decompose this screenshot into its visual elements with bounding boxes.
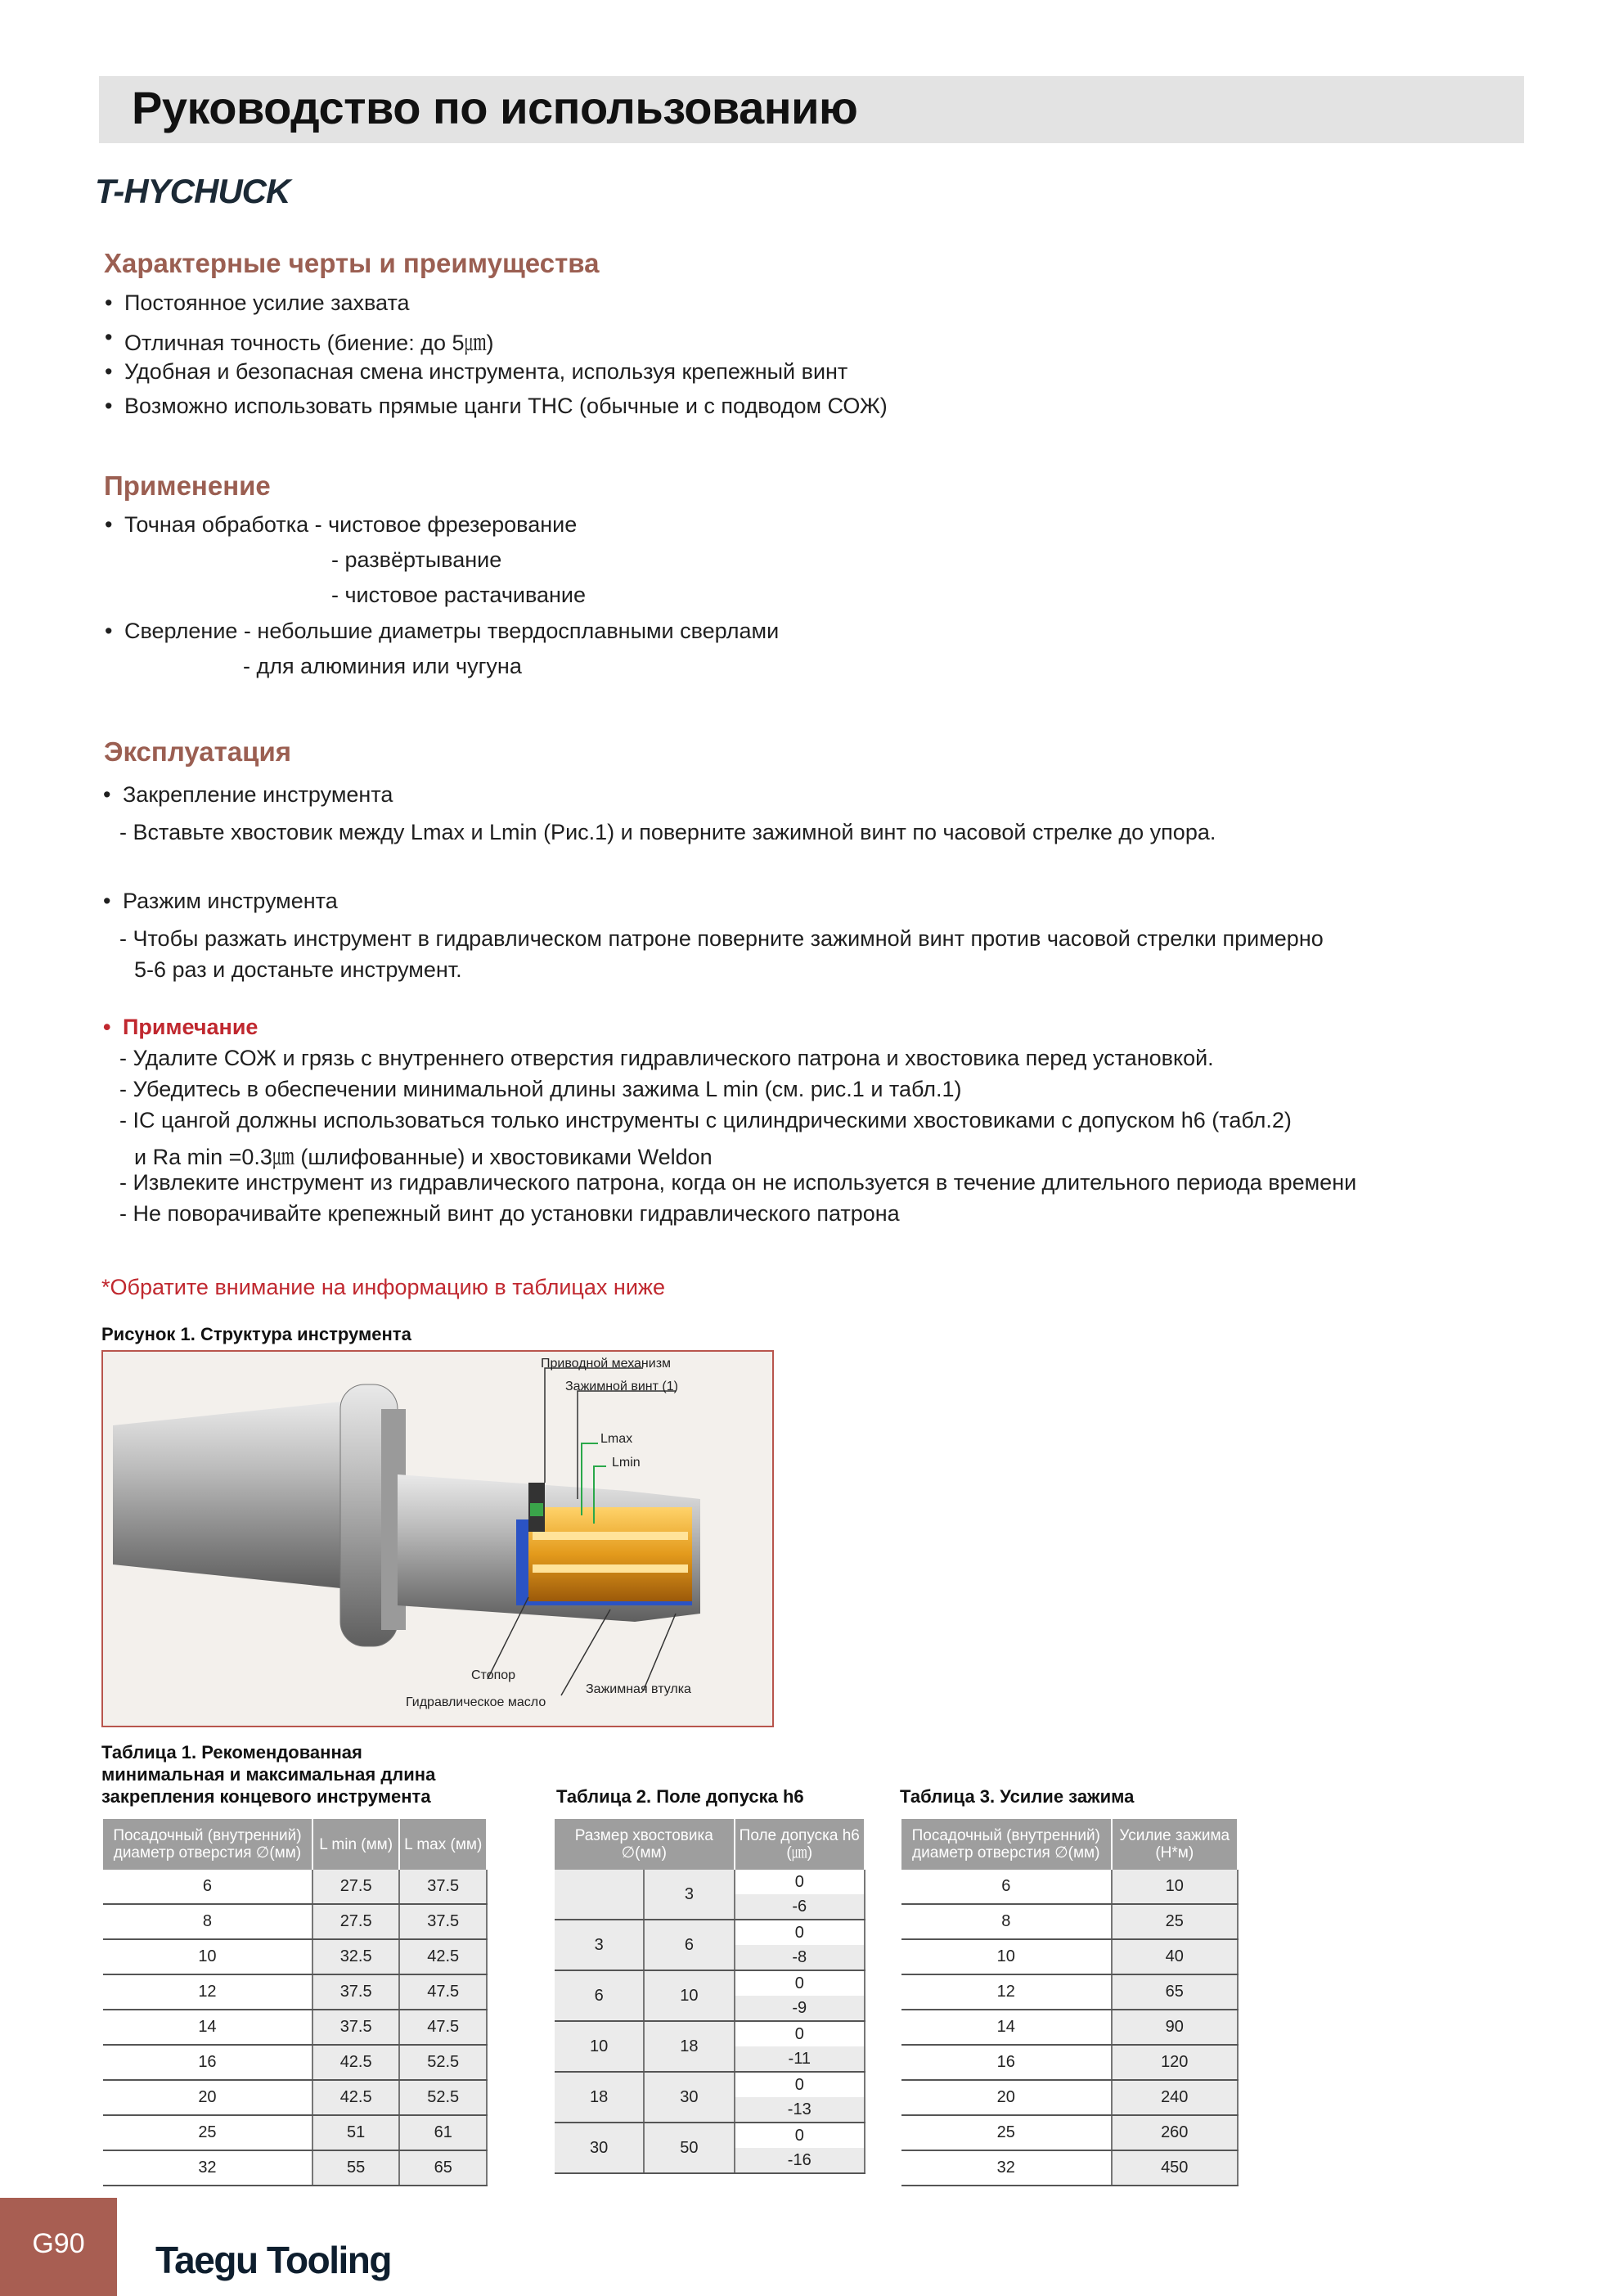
table2-lower-cell: -13 — [735, 2097, 865, 2123]
table2-from-cell: 10 — [555, 2021, 644, 2072]
table3-row — [901, 2150, 1238, 2186]
table2-upper-cell: 0 — [735, 1920, 865, 1945]
operation-heading: Эксплуатация — [104, 736, 291, 767]
table1-cell: 14 — [103, 2010, 312, 2045]
table1-header: L max (мм) — [399, 1819, 487, 1870]
figure-caption: Рисунок 1. Структура инструмента — [101, 1324, 411, 1344]
attention-note: *Обратите внимание на информацию в таблицах ниже — [101, 1275, 665, 1299]
table2-body — [555, 1870, 865, 2173]
table1-cell: 37.5 — [312, 1974, 400, 2010]
table3-cell: 32 — [901, 2150, 1112, 2186]
table2-header: Размер хвостовика ∅(мм) — [555, 1819, 735, 1870]
table1-row — [103, 1974, 487, 2010]
table3-header: Посадочный (внутренний) диаметр отверстия ∅(мм) — [901, 1819, 1112, 1870]
table2-row — [555, 2123, 865, 2148]
feature-item: • Возможно использовать прямые цанги THC (обычные и с подводом СОЖ) — [124, 394, 888, 419]
table3-cell: 12 — [901, 1974, 1112, 2010]
table1-cell: 42.5 — [399, 1939, 487, 1974]
table3-cell: 6 — [901, 1870, 1112, 1904]
table2-lower-cell: -11 — [735, 2046, 865, 2072]
table1-cell: 20 — [103, 2080, 312, 2115]
table3-cell: 240 — [1112, 2080, 1238, 2115]
table2-to-cell: 18 — [644, 2021, 734, 2072]
table3-row — [901, 1904, 1238, 1939]
table1-cell: 42.5 — [312, 2045, 400, 2080]
table1-cell: 51 — [312, 2115, 400, 2150]
table1-cell: 37.5 — [399, 1870, 487, 1904]
table1-cell: 37.5 — [312, 2010, 400, 2045]
table1-row — [103, 1870, 487, 1904]
table1-cell: 55 — [312, 2150, 400, 2186]
table1-row — [103, 2115, 487, 2150]
label-sleeve: Зажимная втулка — [586, 1682, 691, 1696]
brand-logo-text: T-HYCHUCK — [95, 172, 290, 210]
label-lmax: Lmax — [600, 1432, 633, 1446]
table2-upper-cell: 0 — [735, 2123, 865, 2148]
table2-to-cell: 3 — [644, 1870, 734, 1920]
table1-caption-line: Таблица 1. Рекомендованная — [101, 1742, 362, 1763]
application-line: - чистовое растачивание — [331, 583, 587, 607]
table2-upper-cell: 0 — [735, 2021, 865, 2046]
table1-cell: 47.5 — [399, 1974, 487, 2010]
note-line: и Ra min =0.3㎛ (шлифованные) и хвостовиками Weldon — [134, 1145, 713, 1169]
table3-row — [901, 2080, 1238, 2115]
table1-row — [103, 2080, 487, 2115]
page-number: G90 — [0, 2198, 117, 2296]
application-line: - для алюминия или чугуна — [243, 654, 522, 678]
table2-lower-cell: -6 — [735, 1894, 865, 1920]
table3-row — [901, 2115, 1238, 2150]
table1-cell: 32 — [103, 2150, 312, 2186]
table1-cell: 42.5 — [312, 2080, 400, 2115]
table3-caption: Таблица 3. Усилие зажима — [900, 1786, 1135, 1807]
note-title: • Примечание — [123, 1015, 258, 1040]
feature-item: • Отличная точность (биение: до 5㎛) — [124, 325, 494, 357]
table1-cell: 25 — [103, 2115, 312, 2150]
features-heading: Характерные черты и преимущества — [104, 248, 600, 278]
note-line: - IC цангой должны использоваться только инструменты с цилиндрическими хвостовиками с допуском h6 (табл.2) — [119, 1108, 1292, 1132]
table3 — [901, 1819, 1239, 2186]
table1-row — [103, 1904, 487, 1939]
table2-to-cell: 6 — [644, 1920, 734, 1970]
table2-from-cell: 3 — [555, 1920, 644, 1970]
table2-from-cell: 6 — [555, 1970, 644, 2021]
table1-cell: 16 — [103, 2045, 312, 2080]
table2-to-cell: 50 — [644, 2123, 734, 2173]
table3-cell: 120 — [1112, 2045, 1238, 2080]
table1-cell: 27.5 — [312, 1870, 400, 1904]
note-line: - Не поворачивайте крепежный винт до установки гидравлического патрона — [119, 1201, 900, 1226]
table2-from-cell: 30 — [555, 2123, 644, 2173]
note-line: - Удалите СОЖ и грязь с внутреннего отверстия гидравлического патрона и хвостовика перед установкой. — [119, 1046, 1214, 1070]
table1-row — [103, 2010, 487, 2045]
table2-upper-cell: 0 — [735, 1970, 865, 1996]
table2 — [555, 1819, 865, 2174]
unclamp-text: 5-6 раз и достаньте инструмент. — [134, 957, 462, 982]
application-heading: Применение — [104, 470, 271, 501]
label-drive: Приводной механизм — [541, 1357, 672, 1371]
table1 — [103, 1819, 488, 2186]
application-line: - развёртывание — [331, 547, 502, 572]
table1-caption — [101, 1741, 435, 1808]
table2-lower-cell: -16 — [735, 2148, 865, 2173]
application-line: • Сверление - небольшие диаметры твердосплавными сверлами — [124, 619, 779, 644]
table2-upper-cell: 0 — [735, 2072, 865, 2097]
note-line: - Убедитесь в обеспечении минимальной длины зажима L min (см. рис.1 и табл.1) — [119, 1077, 962, 1101]
table3-cell: 40 — [1112, 1939, 1238, 1974]
table3-body — [901, 1870, 1238, 2186]
table2-from-cell: 18 — [555, 2072, 644, 2123]
table1-body — [103, 1870, 487, 2186]
table3-cell: 25 — [901, 2115, 1112, 2150]
table3-cell: 260 — [1112, 2115, 1238, 2150]
note-line: - Извлеките инструмент из гидравлического патрона, когда он не используется в течение длительного периода времени — [119, 1170, 1357, 1195]
table2-to-cell: 10 — [644, 1970, 734, 2021]
table1-caption-line: закрепления концевого инструмента — [101, 1786, 431, 1807]
table2-to-cell: 30 — [644, 2072, 734, 2123]
table2-row — [555, 2072, 865, 2097]
company-logo-text: Taegu Tooling — [155, 2239, 391, 2281]
feature-item: • Постоянное усилие захвата — [124, 290, 410, 316]
brand-logo — [95, 172, 290, 211]
table3-cell: 25 — [1112, 1904, 1238, 1939]
table3-cell: 450 — [1112, 2150, 1238, 2186]
table2-row — [555, 1970, 865, 1996]
table2-upper-cell: 0 — [735, 1870, 865, 1894]
table1-header: Посадочный (внутренний) диаметр отверстия ∅(мм) — [103, 1819, 312, 1870]
table3-row — [901, 2045, 1238, 2080]
table1-header: L min (мм) — [312, 1819, 400, 1870]
table1-cell: 32.5 — [312, 1939, 400, 1974]
table2-caption: Таблица 2. Поле допуска h6 — [556, 1786, 804, 1807]
unclamp-text: - Чтобы разжать инструмент в гидравлическом патроне поверните зажимной винт против часовой стрелки примерно — [119, 926, 1324, 951]
table3-cell: 8 — [901, 1904, 1112, 1939]
label-lmin: Lmin — [612, 1456, 641, 1470]
feature-item: • Удобная и безопасная смена инструмента, используя крепежный винт — [124, 359, 847, 385]
table1-cell: 37.5 — [399, 1904, 487, 1939]
table1-row — [103, 1939, 487, 1974]
table1-cell: 47.5 — [399, 2010, 487, 2045]
table2-lower-cell: -9 — [735, 1996, 865, 2021]
title-bar — [99, 76, 1524, 143]
table3-cell: 90 — [1112, 2010, 1238, 2045]
unclamp-title: • Разжим инструмента — [123, 889, 338, 914]
table3-cell: 10 — [901, 1939, 1112, 1974]
table1-cell: 61 — [399, 2115, 487, 2150]
table3-cell: 16 — [901, 2045, 1112, 2080]
table3-row — [901, 1870, 1238, 1904]
table1-cell: 52.5 — [399, 2045, 487, 2080]
table3-header: Усилие зажима (Н*м) — [1112, 1819, 1238, 1870]
table1-cell: 52.5 — [399, 2080, 487, 2115]
table3-cell: 10 — [1112, 1870, 1238, 1904]
table1-cell: 10 — [103, 1939, 312, 1974]
table3-row — [901, 1939, 1238, 1974]
hydraulic-chuck-illustration — [103, 1352, 772, 1726]
page-title: Руководство по использованию — [132, 82, 858, 133]
clamp-title: • Закрепление инструмента — [123, 782, 393, 808]
table1-cell: 12 — [103, 1974, 312, 2010]
table1-cell: 27.5 — [312, 1904, 400, 1939]
table1-cell: 8 — [103, 1904, 312, 1939]
label-screw: Зажимной винт (1) — [565, 1380, 678, 1393]
table1-row — [103, 2045, 487, 2080]
table1-row — [103, 2150, 487, 2186]
application-line: • Точная обработка - чистовое фрезерование — [124, 512, 577, 538]
label-oil: Гидравлическое масло — [406, 1695, 546, 1709]
table2-header: Поле допуска h6 (㎛) — [735, 1819, 865, 1870]
table3-cell: 20 — [901, 2080, 1112, 2115]
table2-lower-cell: -8 — [735, 1945, 865, 1970]
clamp-text: - Вставьте хвостовик между Lmax и Lmin (Рис.1) и поверните зажимной винт по часовой стрелке до упора. — [119, 820, 1216, 844]
table3-cell: 65 — [1112, 1974, 1238, 2010]
table1-caption-line: минимальная и максимальная длина — [101, 1764, 436, 1785]
table3-row — [901, 2010, 1238, 2045]
table2-row — [555, 1870, 865, 1894]
company-logo — [155, 2238, 391, 2282]
table3-cell: 14 — [901, 2010, 1112, 2045]
label-stop: Стопор — [471, 1668, 516, 1682]
table1-cell: 6 — [103, 1870, 312, 1904]
table1-cell: 65 — [399, 2150, 487, 2186]
tool-structure-figure — [101, 1350, 774, 1727]
table3-row — [901, 1974, 1238, 2010]
table2-row — [555, 1920, 865, 1945]
table2-row — [555, 2021, 865, 2046]
table2-from-cell — [555, 1870, 644, 1920]
